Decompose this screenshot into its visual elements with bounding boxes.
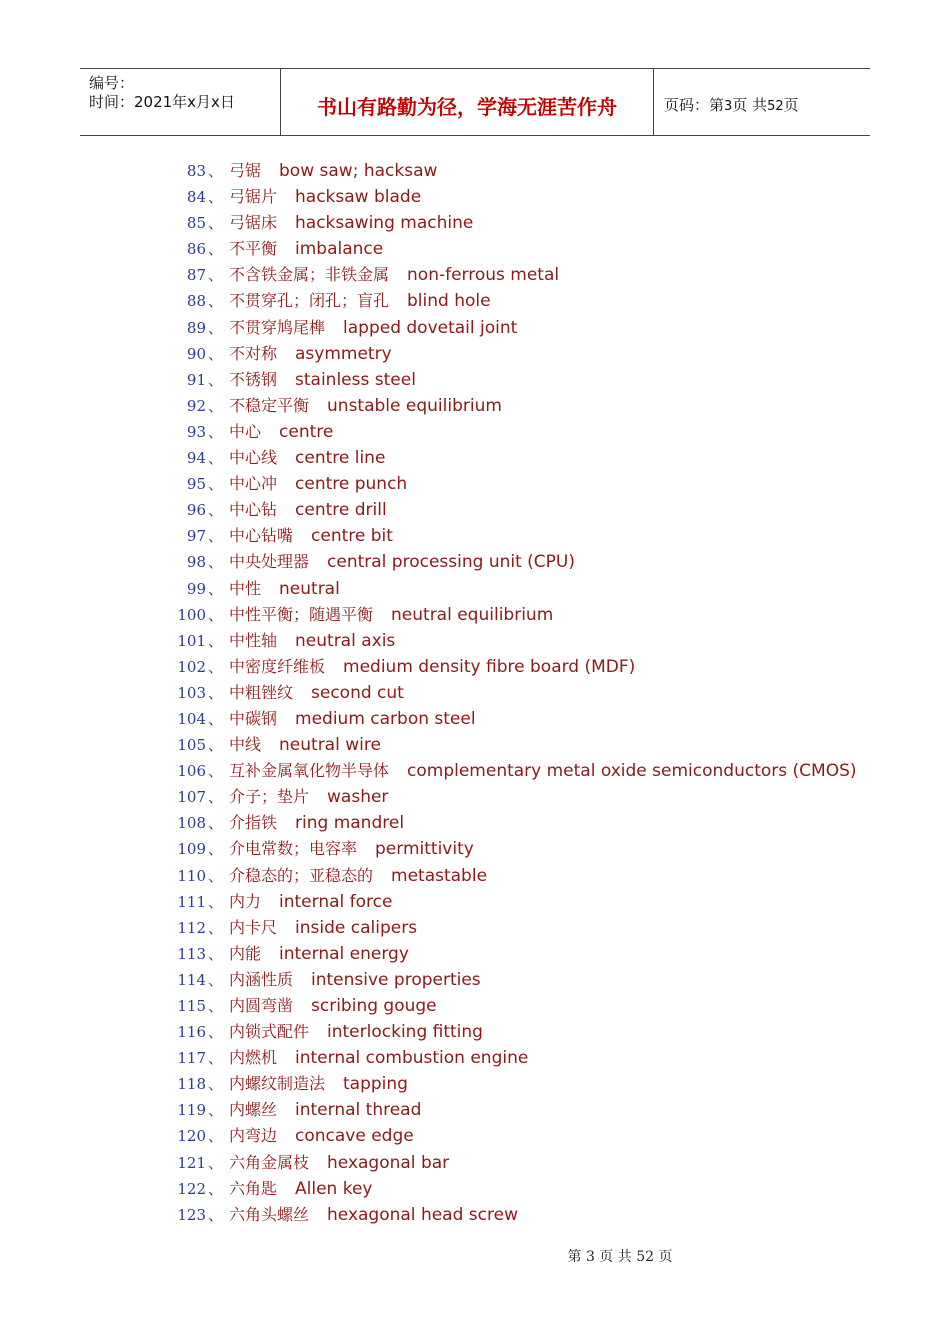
term-chinese: 不平衡 — [229, 239, 278, 259]
term-body — [229, 419, 333, 445]
term-chinese: 六角金属枝 — [229, 1152, 310, 1172]
term-english: imbalance — [295, 239, 384, 260]
term-number: 114 — [177, 970, 206, 989]
term-chinese: 不贯穿鸠尾榫 — [229, 317, 326, 337]
term-separator: 、 — [208, 1101, 224, 1120]
term-body — [229, 680, 404, 706]
term-body — [229, 1176, 373, 1202]
term-english: complementary metal oxide semiconductors (CMOS) — [407, 761, 857, 782]
term-separator: 、 — [208, 1023, 224, 1042]
list-item — [0, 158, 950, 184]
term-body — [229, 341, 392, 367]
term-body — [229, 523, 393, 549]
term-english: internal combustion engine — [295, 1048, 529, 1069]
term-separator: 、 — [208, 1153, 224, 1172]
term-english: inside calipers — [295, 917, 418, 938]
term-separator: 、 — [208, 449, 224, 468]
term-number: 89 — [186, 318, 206, 337]
term-chinese: 内弯边 — [229, 1126, 278, 1146]
list-item — [0, 836, 950, 862]
term-body — [229, 993, 437, 1019]
term-number: 108 — [177, 814, 206, 833]
term-separator: 、 — [208, 970, 224, 989]
term-body — [229, 836, 474, 862]
term-body — [229, 210, 473, 236]
term-separator: 、 — [208, 683, 224, 702]
term-body — [229, 1123, 414, 1149]
term-body — [229, 393, 502, 419]
term-chinese: 中性平衡；随遇平衡 — [229, 604, 374, 624]
page-current: 3 — [724, 99, 733, 114]
term-chinese: 内涵性质 — [229, 969, 294, 989]
term-number: 112 — [177, 918, 206, 937]
term-separator: 、 — [208, 501, 224, 520]
term-chinese: 中性 — [229, 578, 262, 598]
term-number: 105 — [177, 736, 206, 755]
list-item — [0, 1097, 950, 1123]
list-item — [0, 549, 950, 575]
term-separator: 、 — [208, 318, 224, 337]
list-item — [0, 236, 950, 262]
term-separator: 、 — [208, 605, 224, 624]
term-separator: 、 — [208, 736, 224, 755]
header-info-cell — [80, 69, 281, 135]
term-separator: 、 — [208, 527, 224, 546]
term-number: 104 — [177, 709, 206, 728]
term-chinese: 弓锯床 — [229, 213, 278, 233]
term-body — [229, 602, 553, 628]
list-item — [0, 288, 950, 314]
list-item — [0, 654, 950, 680]
term-number: 109 — [177, 840, 206, 859]
term-english: unstable equilibrium — [327, 395, 502, 416]
term-separator: 、 — [208, 292, 224, 311]
term-number: 98 — [186, 553, 206, 572]
term-english: metastable — [391, 865, 488, 886]
term-english: interlocking fitting — [327, 1022, 483, 1043]
list-item — [0, 367, 950, 393]
term-english: neutral axis — [295, 630, 396, 651]
term-chinese: 内力 — [229, 891, 262, 911]
term-separator: 、 — [208, 892, 224, 911]
term-separator: 、 — [208, 344, 224, 363]
term-separator: 、 — [208, 370, 224, 389]
term-chinese: 中央处理器 — [229, 552, 310, 572]
term-number: 87 — [186, 266, 206, 285]
term-chinese: 中碳钢 — [229, 708, 278, 728]
term-number: 100 — [177, 605, 206, 624]
term-english: neutral equilibrium — [391, 604, 554, 625]
header-page-cell — [654, 69, 870, 135]
term-separator: 、 — [208, 918, 224, 937]
term-english: scribing gouge — [311, 996, 437, 1016]
term-english: blind hole — [407, 291, 491, 312]
term-separator: 、 — [208, 553, 224, 572]
term-separator: 、 — [208, 631, 224, 650]
term-chinese: 介子；垫片 — [229, 787, 310, 807]
term-body — [229, 497, 387, 523]
term-chinese: 中心钻 — [229, 500, 278, 520]
list-item — [0, 523, 950, 549]
term-number: 88 — [186, 292, 206, 311]
term-body — [229, 158, 437, 184]
term-chinese: 不贯穿孔；闭孔；盲孔 — [229, 291, 390, 311]
term-body — [229, 810, 404, 836]
term-separator: 、 — [208, 788, 224, 807]
term-number: 94 — [186, 449, 206, 468]
term-chinese: 弓锯片 — [229, 187, 278, 207]
term-english: centre line — [295, 448, 386, 469]
term-number: 118 — [177, 1075, 206, 1094]
term-chinese: 不含铁金属；非铁金属 — [229, 265, 390, 285]
term-number: 122 — [177, 1179, 206, 1198]
term-english: hexagonal bar — [327, 1152, 450, 1173]
term-number: 102 — [177, 657, 206, 676]
list-item — [0, 889, 950, 915]
page-indicator — [664, 94, 799, 115]
term-chinese: 内螺丝 — [229, 1100, 278, 1120]
term-english: washer — [327, 787, 389, 808]
list-item — [0, 1019, 950, 1045]
term-chinese: 内圆弯凿 — [229, 996, 294, 1015]
term-number: 96 — [186, 501, 206, 520]
term-number: 117 — [177, 1049, 206, 1068]
term-chinese: 中心线 — [229, 448, 278, 468]
term-separator: 、 — [208, 240, 224, 259]
list-item — [0, 915, 950, 941]
term-separator: 、 — [208, 1075, 224, 1094]
term-chinese: 中线 — [229, 735, 262, 755]
term-number: 86 — [186, 240, 206, 259]
list-item — [0, 1071, 950, 1097]
term-english: stainless steel — [295, 369, 416, 390]
term-chinese: 中心钻嘴 — [229, 526, 294, 546]
page-total: 52 — [767, 99, 784, 114]
term-english: centre punch — [295, 474, 408, 495]
term-body — [229, 471, 407, 497]
glossary-list — [0, 158, 950, 1228]
term-body — [229, 1071, 408, 1097]
list-item — [0, 471, 950, 497]
list-item — [0, 680, 950, 706]
term-chinese: 介指铁 — [229, 813, 278, 833]
code-label: 编号： — [89, 74, 135, 92]
term-chinese: 内锁式配件 — [229, 1022, 310, 1042]
list-item — [0, 445, 950, 471]
term-english: ring mandrel — [295, 813, 405, 834]
term-english: second cut — [311, 682, 404, 703]
term-english: central processing unit (CPU) — [327, 552, 575, 573]
term-body — [229, 1202, 518, 1228]
term-number: 90 — [186, 344, 206, 363]
term-body — [229, 758, 857, 784]
term-separator: 、 — [208, 579, 224, 598]
list-item — [0, 863, 950, 889]
term-chinese: 介电常数；电容率 — [229, 839, 358, 859]
term-chinese: 中心冲 — [229, 474, 278, 494]
term-body — [229, 184, 421, 210]
term-body — [229, 549, 575, 575]
term-english: hacksawing machine — [295, 213, 474, 234]
term-chinese: 内能 — [229, 943, 262, 963]
term-english: centre bit — [311, 526, 393, 547]
motto: 书山有路勤为径，学海无涯苦作舟 — [317, 95, 617, 119]
term-chinese: 内燃机 — [229, 1048, 278, 1068]
term-number: 99 — [186, 579, 206, 598]
term-number: 119 — [177, 1101, 206, 1120]
term-separator: 、 — [208, 944, 224, 963]
term-separator: 、 — [208, 422, 224, 441]
term-number: 121 — [177, 1153, 206, 1172]
term-body — [229, 732, 381, 758]
term-body — [229, 915, 417, 941]
term-english: internal force — [279, 891, 393, 912]
term-chinese: 不对称 — [229, 343, 278, 363]
term-body — [229, 315, 517, 341]
term-body — [229, 1019, 483, 1045]
term-body — [229, 1150, 449, 1176]
list-item — [0, 941, 950, 967]
term-number: 85 — [186, 214, 206, 233]
list-item — [0, 210, 950, 236]
page-label: 页码：第 — [664, 96, 725, 114]
list-item — [0, 628, 950, 654]
term-english: neutral wire — [279, 735, 381, 756]
term-body — [229, 367, 416, 393]
list-item — [0, 706, 950, 732]
list-item — [0, 810, 950, 836]
term-separator: 、 — [208, 997, 224, 1015]
term-chinese: 不锈钢 — [229, 369, 278, 389]
term-english: non-ferrous metal — [407, 265, 560, 286]
term-english: hacksaw blade — [295, 187, 422, 208]
term-number: 92 — [186, 396, 206, 415]
term-body — [229, 628, 395, 654]
term-english: centre drill — [295, 500, 387, 521]
term-english: asymmetry — [295, 343, 392, 364]
term-number: 115 — [177, 997, 206, 1015]
term-separator: 、 — [208, 762, 224, 781]
list-item — [0, 732, 950, 758]
term-separator: 、 — [208, 840, 224, 859]
list-item — [0, 1045, 950, 1071]
term-number: 83 — [186, 162, 206, 180]
term-chinese: 内卡尺 — [229, 917, 278, 937]
term-separator: 、 — [208, 1127, 224, 1146]
term-number: 110 — [177, 866, 206, 885]
date-label: 时间：2021年x月x日 — [89, 93, 235, 111]
term-body — [229, 889, 392, 915]
term-number: 97 — [186, 527, 206, 546]
term-number: 123 — [177, 1205, 206, 1224]
term-chinese: 中性轴 — [229, 630, 278, 650]
page-footer: 第 3 页 共 52 页 — [567, 1249, 673, 1265]
page-mid: 页 共 — [732, 96, 768, 114]
term-number: 116 — [177, 1023, 206, 1042]
term-chinese: 六角匙 — [229, 1178, 278, 1198]
term-body — [229, 576, 340, 602]
term-english: internal thread — [295, 1100, 422, 1121]
term-number: 111 — [177, 892, 206, 911]
term-number: 95 — [186, 475, 206, 494]
term-body — [229, 967, 481, 993]
term-body — [229, 941, 409, 967]
header-motto-cell — [281, 69, 654, 135]
term-separator: 、 — [208, 814, 224, 833]
term-english: tapping — [343, 1074, 408, 1095]
term-separator: 、 — [208, 162, 224, 180]
page-end: 页 — [783, 96, 799, 114]
term-number: 113 — [177, 944, 206, 963]
term-separator: 、 — [208, 475, 224, 494]
term-body — [229, 236, 383, 262]
term-number: 120 — [177, 1127, 206, 1146]
term-separator: 、 — [208, 1179, 224, 1198]
list-item — [0, 315, 950, 341]
list-item — [0, 393, 950, 419]
term-chinese: 不稳定平衡 — [229, 395, 310, 415]
term-body — [229, 445, 385, 471]
list-item — [0, 758, 950, 784]
term-body — [229, 1045, 528, 1071]
term-english: medium carbon steel — [295, 708, 476, 729]
list-item — [0, 1202, 950, 1228]
term-english: internal energy — [279, 943, 409, 964]
term-number: 106 — [177, 762, 206, 781]
term-english: centre — [279, 421, 334, 442]
term-body — [229, 262, 559, 288]
term-chinese: 中心 — [229, 421, 262, 441]
term-chinese: 互补金属氧化物半导体 — [229, 761, 390, 781]
term-english: neutral — [279, 578, 340, 599]
term-separator: 、 — [208, 396, 224, 415]
list-item — [0, 993, 950, 1019]
term-english: intensive properties — [311, 969, 481, 990]
term-english: lapped dovetail joint — [343, 317, 518, 338]
list-item — [0, 784, 950, 810]
list-item — [0, 262, 950, 288]
term-separator: 、 — [208, 188, 224, 207]
term-english: bow saw; hacksaw — [279, 161, 438, 181]
list-item — [0, 967, 950, 993]
term-body — [229, 863, 487, 889]
term-chinese: 中密度纤维板 — [229, 656, 326, 676]
list-item — [0, 1176, 950, 1202]
list-item — [0, 1150, 950, 1176]
term-chinese: 介稳态的；亚稳态的 — [229, 865, 374, 885]
term-number: 84 — [186, 188, 206, 207]
term-number: 103 — [177, 683, 206, 702]
term-body — [229, 1097, 421, 1123]
list-item — [0, 341, 950, 367]
term-body — [229, 784, 388, 810]
term-chinese: 中粗锉纹 — [229, 682, 294, 702]
term-english: concave edge — [295, 1126, 414, 1147]
term-body — [229, 654, 635, 680]
list-item — [0, 419, 950, 445]
term-english: medium density fibre board (MDF) — [343, 656, 636, 677]
term-english: hexagonal head screw — [327, 1204, 518, 1225]
term-chinese: 弓锯 — [229, 161, 262, 180]
list-item — [0, 576, 950, 602]
term-number: 93 — [186, 422, 206, 441]
term-separator: 、 — [208, 866, 224, 885]
term-separator: 、 — [208, 214, 224, 233]
term-chinese: 六角头螺丝 — [229, 1204, 310, 1224]
term-number: 107 — [177, 788, 206, 807]
list-item — [0, 1123, 950, 1149]
list-item — [0, 497, 950, 523]
list-item — [0, 602, 950, 628]
term-english: permittivity — [375, 839, 474, 860]
term-number: 91 — [186, 370, 206, 389]
term-separator: 、 — [208, 1049, 224, 1068]
term-separator: 、 — [208, 1205, 224, 1224]
term-separator: 、 — [208, 709, 224, 728]
term-number: 101 — [177, 631, 206, 650]
term-body — [229, 706, 476, 732]
document-header — [80, 68, 870, 136]
term-separator: 、 — [208, 657, 224, 676]
term-chinese: 内螺纹制造法 — [229, 1074, 326, 1094]
term-separator: 、 — [208, 266, 224, 285]
list-item — [0, 184, 950, 210]
term-english: Allen key — [295, 1178, 373, 1199]
term-body — [229, 288, 491, 314]
